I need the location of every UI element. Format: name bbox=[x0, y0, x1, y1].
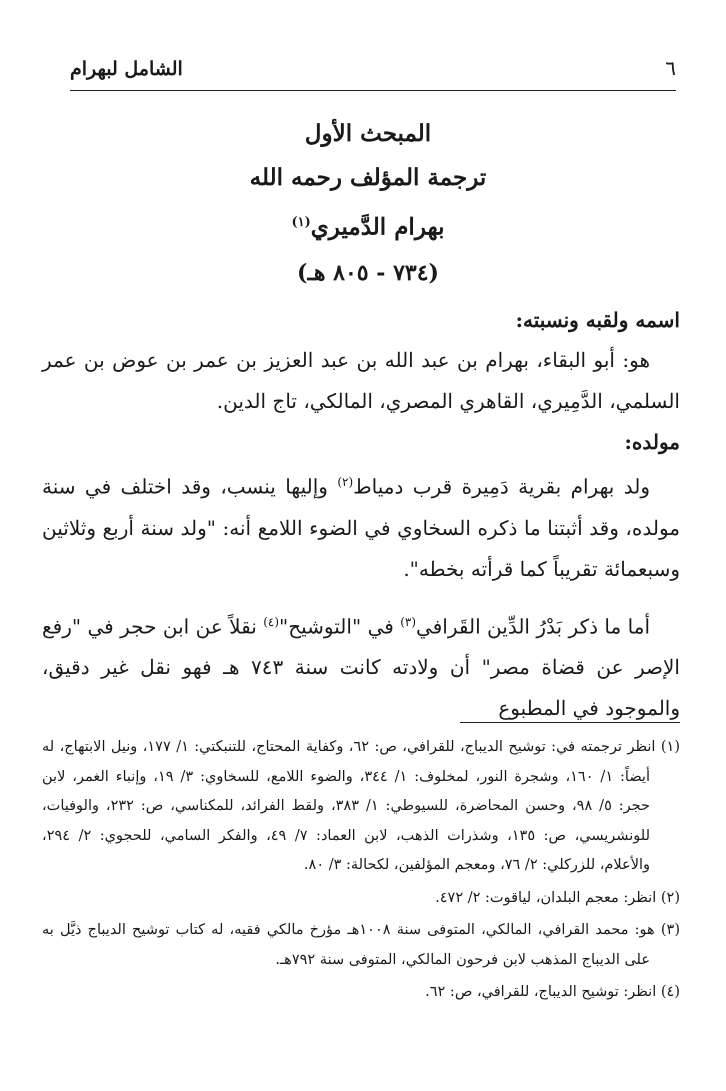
chapter-titles bbox=[60, 112, 676, 295]
footnote-ref-2: (٢) bbox=[337, 475, 354, 489]
karafi-text-3: نقلاً عن ابن حجر في "رفع الإصر عن قضاة مصر" أن ولادته كانت سنة ٧٤٣ هـ فهو نقل غير دقيق، والموجود في المطبوع bbox=[42, 614, 680, 721]
author-years: (٧٣٤ - ٨٠٥ هـ) bbox=[297, 259, 439, 286]
running-header bbox=[70, 48, 676, 92]
paragraph-karafi bbox=[42, 602, 680, 730]
author-name-title bbox=[60, 200, 676, 251]
footnote-rule bbox=[460, 722, 680, 723]
footnote-1: (١) انظر ترجمته في: توشيح الديباج، للقرافي، ص: ٦٢، وكفاية المحتاج، للتنبكتي: ١/ ١٧٧، ونيل الابتهاج، له أيضاً: ١/ ١٦٠، وشجرة النور، لمخلوف: ١/ ٣٤٤، والضوء اللامع، للسخاوي: ٣/ ١٩، وإنباء الغمر، لابن حجر: ٥/ ٩٨، وحسن المحاضرة، للسيوطي: ١/ ٣٨٣، ولقط الفرائد، للمكناسي، ص: ٢٣٢، والوفيات، للونشريسي، ص: ١٣٥، وشذرات الذهب، لابن العماد: ٧/ ٤٩، والفكر السامي، للحجوي: ٢/ ٢٩٤، والأعلام، للزركلي: ٢/ ٧٦، ومعجم المؤلفين، لكحالة: ٣/ ٨٠. bbox=[42, 739, 680, 873]
footnote-ref-3: (٣) bbox=[400, 614, 417, 629]
running-title: الشامل لبهرام bbox=[70, 58, 183, 80]
footnote-4: (٤) انظر: توشيح الديباج، للقرافي، ص: ٦٢. bbox=[425, 984, 680, 1000]
main-text bbox=[42, 300, 680, 729]
karafi-text-1: أما ما ذكر بَدْرُ الدِّين القَرافي bbox=[416, 614, 650, 639]
paragraph-birth bbox=[42, 462, 680, 590]
section-title: المبحث الأول bbox=[304, 120, 432, 147]
footnote-ref-4: (٤) bbox=[263, 614, 280, 629]
footnote-ref-1: (١) bbox=[291, 215, 311, 230]
subject-title: ترجمة المؤلف رحمه الله bbox=[249, 164, 487, 191]
header-rule bbox=[70, 90, 676, 91]
birth-text-2: وإليها ينسب، وقد اختلف في سنة مولده، وقد أثبتنا ما ذكره السخاوي في الضوء اللامع أنه: "ولد سنة أربع وثلاثين وسبعمائة تقريباً كما قرأته بخطه". bbox=[42, 474, 680, 581]
karafi-text-2: في "التوشيح" bbox=[279, 614, 401, 639]
heading-birth: مولده: bbox=[624, 430, 680, 454]
author-name: بهرام الدَّميري bbox=[310, 213, 445, 241]
birth-text-1: ولد بهرام بقرية دَمِيرة قرب دمياط bbox=[353, 474, 650, 499]
page-number: ٦ bbox=[665, 56, 676, 80]
heading-name: اسمه ولقبه ونسبته: bbox=[515, 308, 680, 332]
footnote-3: (٣) هو: محمد القرافي، المالكي، المتوفى سنة ١٠٠٨هـ مؤرخ مالكي فقيه، له كتاب توشيح الديباج ذيَّل به على الديباج المذهب لابن فرحون المالكي، المتوفى سنة ٧٩٢هـ. bbox=[42, 922, 680, 968]
footnote-2: (٢) انظر: معجم البلدان، لياقوت: ٢/ ٤٧٢. bbox=[435, 889, 680, 906]
footnotes bbox=[42, 733, 680, 1011]
paragraph-name: هو: أبو البقاء، بهرام بن عبد الله بن عبد العزيز بن عمر بن عوض بن عمر السلمي، الدَّمِيري، القاهري المصري، المالكي، تاج الدين. bbox=[42, 348, 680, 413]
